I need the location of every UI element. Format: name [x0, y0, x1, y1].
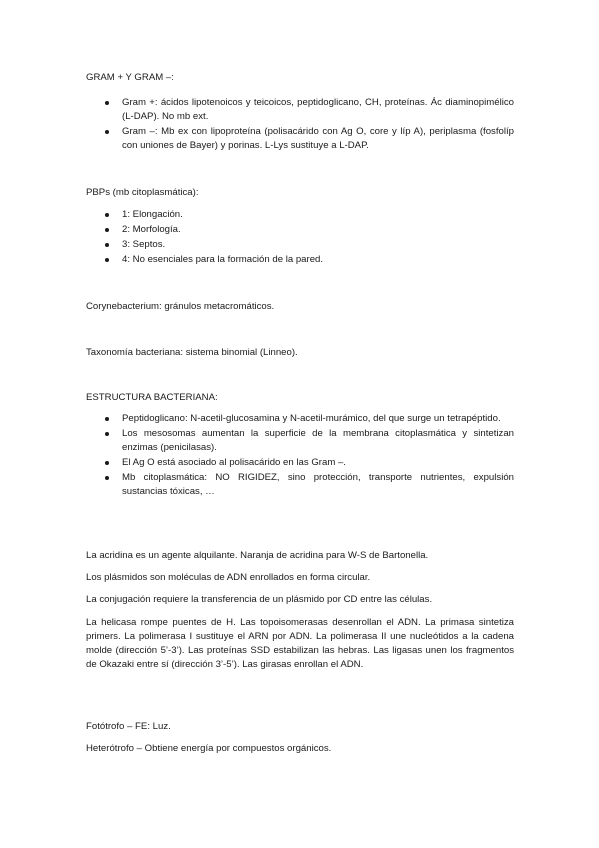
list-item: 2: Morfología.	[86, 223, 514, 237]
paragraph: La helicasa rompe puentes de H. Las topoisomerasas desenrollan el ADN. La primasa sintetiza primers. La polimerasa I sustituye el ARN por ADN. La polimerasa II une nucleótidos a la cadena molde (dirección 5’-3’). Las proteínas SSD estabilizan las hebras. Las ligasas unen los fragmentos de Okazaki entre sí (dirección 3’-5’). Las girasas enrollan el ADN.	[86, 617, 514, 670]
list-item: El Ag O está asociado al polisacárido en las Gram –.	[86, 456, 514, 470]
list-item: Los mesosomas aumentan la superficie de la membrana citoplasmática y sintetizan enzimas (penicilasas).	[86, 427, 514, 455]
list-item: Peptidoglicano: N-acetil-glucosamina y N-acetil-murámico, del que surge un tetrapéptido.	[86, 412, 514, 426]
bullet-icon	[105, 476, 109, 480]
list-item: Mb citoplasmática: NO RIGIDEZ, sino protección, transporte nutrientes, expulsión sustancias tóxicas, …	[86, 471, 514, 499]
gram-list	[86, 96, 514, 154]
estructura-heading: ESTRUCTURA BACTERIANA:	[86, 392, 218, 403]
bullet-icon	[105, 243, 109, 247]
bullet-icon	[105, 432, 109, 436]
list-item: Gram +: ácidos lipotenoicos y teicoicos, peptidoglicano, CH, proteínas. Ác diaminopimélico (L-DAP). No mb ext.	[86, 96, 514, 124]
list-item: 1: Elongación.	[86, 208, 514, 222]
pbps-heading: PBPs (mb citoplasmática):	[86, 187, 199, 198]
taxonomia-line: Taxonomía bacteriana: sistema binomial (Linneo).	[86, 347, 298, 358]
bullet-icon	[105, 101, 109, 105]
fototrofo-line: Fotótrofo – FE: Luz.	[86, 721, 171, 732]
gram-heading: GRAM + Y GRAM –:	[86, 72, 174, 83]
paragraph: La conjugación requiere la transferencia de un plásmido por CD entre las células.	[86, 594, 433, 605]
list-item: Gram –: Mb ex con lipoproteína (polisacárido con Ag O, core y líp A), periplasma (fosfolíp con uniones de Bayer) y porinas. L-Lys sustituye a L-DAP.	[86, 125, 514, 153]
bullet-icon	[105, 461, 109, 465]
list-item: 4: No esenciales para la formación de la pared.	[86, 253, 514, 267]
heterotrofo-line: Heterótrofo – Obtiene energía por compuestos orgánicos.	[86, 743, 332, 754]
bullet-icon	[105, 417, 109, 421]
list-item: 3: Septos.	[86, 238, 514, 252]
corynebacterium-line: Corynebacterium: gránulos metacromáticos.	[86, 301, 275, 312]
paragraph: La acridina es un agente alquilante. Naranja de acridina para W-S de Bartonella.	[86, 550, 429, 561]
bullet-icon	[105, 213, 109, 217]
bullet-icon	[105, 228, 109, 232]
bullet-icon	[105, 258, 109, 262]
bullet-icon	[105, 130, 109, 134]
estructura-list	[86, 412, 514, 500]
paragraph: Los plásmidos son moléculas de ADN enrollados en forma circular.	[86, 572, 371, 583]
pbps-list	[86, 208, 514, 268]
